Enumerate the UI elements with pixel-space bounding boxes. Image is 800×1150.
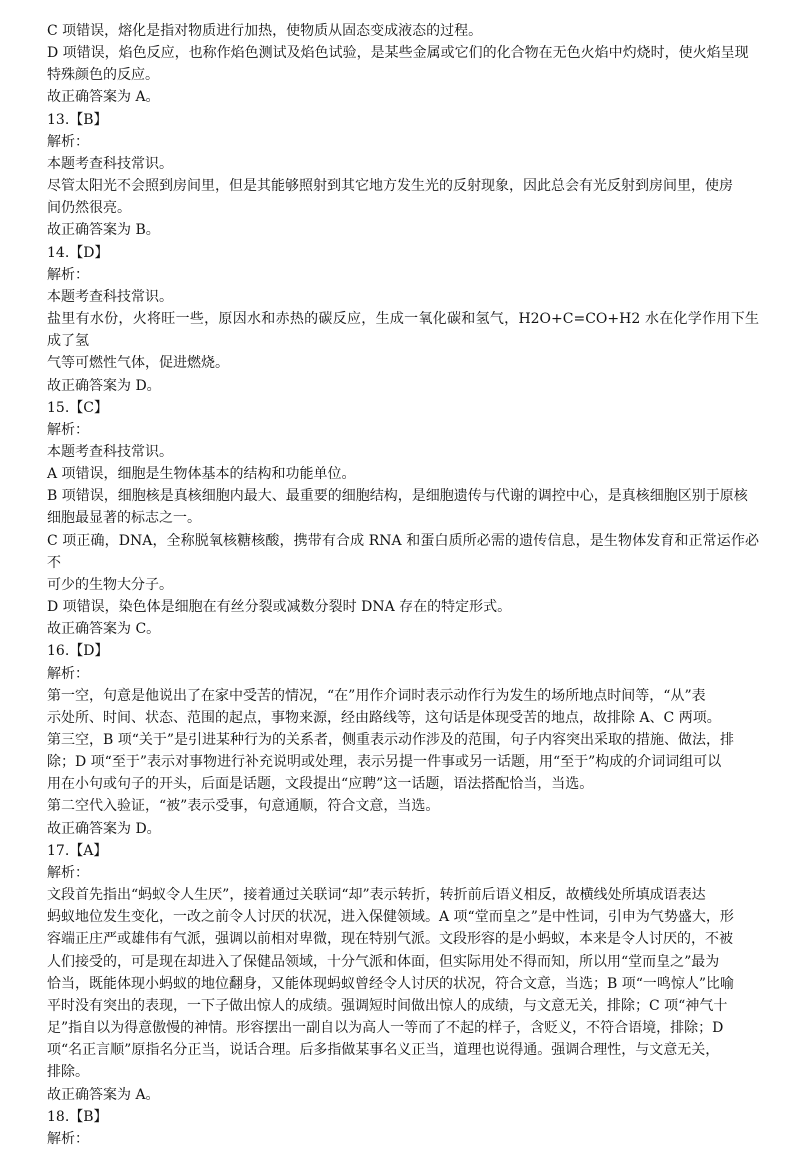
text-line: 文段首先指出“蚂蚁令人生厌”，接着通过关联词“却”表示转折，转折前后语义相反，故横线处所填成语表达 xyxy=(47,887,706,904)
text-line: 18.【B】 xyxy=(47,1108,108,1125)
text-line: 15.【C】 xyxy=(47,399,108,416)
text-line: 蚂蚁地位发生变化，一改之前令人讨厌的状况，进入保健领域。A 项“堂而皇之”是中性词，引申为气势盛大，形 xyxy=(47,909,734,926)
text-line: 气等可燃性气体，促进燃烧。 xyxy=(47,355,229,372)
text-line: 人们接受的，可是现在却进入了保健品领域，十分气派和体面，但实际用处不得而知，所以用“堂而皇之”最为 xyxy=(47,953,720,970)
text-line: 解析： xyxy=(47,266,89,283)
text-line: 17.【A】 xyxy=(47,842,108,859)
text-line: 第二空代入验证，“被”表示受事，句意通顺，符合文意，当选。 xyxy=(47,798,440,815)
text-line: 特殊颜色的反应。 xyxy=(47,67,159,84)
text-line: 故正确答案为 D。 xyxy=(47,377,161,394)
text-line: 故正确答案为 A。 xyxy=(47,1086,160,1103)
text-line: 容端正庄严或雄伟有气派，强调以前相对卑微，现在特别气派。文段形容的是小蚂蚁，本来是令人讨厌的，不被 xyxy=(47,931,733,948)
text-line: B 项错误，细胞核是真核细胞内最大、最重要的细胞结构，是细胞遗传与代谢的调控中心，是真核细胞区别于原核 xyxy=(47,488,748,505)
text-line: 用在小句或句子的开头，后面是话题，文段提出“应聘”这一话题，语法搭配恰当，当选。 xyxy=(47,776,594,793)
text-line: 细胞最显著的标志之一。 xyxy=(47,510,201,527)
text-line: 第三空，B 项“关于”是引进某种行为的关系者，侧重表示动作涉及的范围，句子内容突出采取的措施、做法，排 xyxy=(47,732,735,748)
text-line: 盐里有水份，火将旺一些，原因水和赤热的碳反应，生成一氧化碳和氢气，H2O+C=CO+H2 水在化学作用下生成了氢 xyxy=(47,311,759,350)
text-line: 足”指自以为得意傲慢的神情。形容摆出一副自以为高人一等而了不起的样子，含贬义，不符合语境，排除；D xyxy=(47,1020,724,1037)
text-line: C 项正确，DNA，全称脱氧核糖核酸，携带有合成 RNA 和蛋白质所必需的遗传信息，是生物体发育和正常运作必不 xyxy=(47,532,759,571)
text-line: A 项错误，细胞是生物体基本的结构和功能单位。 xyxy=(47,466,356,483)
text-line: 故正确答案为 B。 xyxy=(47,222,160,239)
text-line: 间仍然很亮。 xyxy=(47,200,131,217)
text-line: 恰当，既能体现小蚂蚁的地位翻身，又能体现蚂蚁曾经令人讨厌的状况，符合文意，当选；B 项“一鸣惊人”比喻 xyxy=(47,975,735,992)
text-line: D 项错误，染色体是细胞在有丝分裂或减数分裂时 DNA 存在的特定形式。 xyxy=(47,599,512,616)
text-line: C 项错误，熔化是指对物质进行加热，使物质从固态变成液态的过程。 xyxy=(47,23,483,39)
text-line: 14.【D】 xyxy=(47,244,109,261)
text-line: 第一空，句意是他说出了在家中受苦的情况，“在”用作介词时表示动作行为发生的场所地点时间等，“从”表 xyxy=(47,687,706,704)
text-line: 示处所、时间、状态、范围的起点，事物来源，经由路线等，这句话是体现受苦的地点，故排除 A、C 两项。 xyxy=(47,709,721,726)
text-line: 本题考查科技常识。 xyxy=(47,155,173,172)
text-line: 16.【D】 xyxy=(47,643,109,660)
text-line: 可少的生物大分子。 xyxy=(47,576,173,593)
text-line: 解析： xyxy=(47,665,89,682)
text-line: 解析： xyxy=(47,864,89,881)
text-line: 解析： xyxy=(47,421,89,438)
text-line: 解析： xyxy=(47,1130,89,1147)
text-line: 故正确答案为 C。 xyxy=(47,621,161,638)
text-line: D 项错误，焰色反应，也称作焰色测试及焰色试验，是某些金属或它们的化合物在无色火焰中灼烧时，使火焰呈现 xyxy=(47,45,749,62)
text-line: 本题考查科技常识。 xyxy=(47,443,173,460)
text-line: 本题考查科技常识。 xyxy=(47,288,173,305)
text-line: 尽管太阳光不会照到房间里，但是其能够照射到其它地方发生光的反射现象，因此总会有光反射到房间里，使房 xyxy=(47,178,733,195)
text-line: 故正确答案为 D。 xyxy=(47,820,161,837)
text-line: 平时没有突出的表现，一下子做出惊人的成绩。强调短时间做出惊人的成绩，与文意无关，排除；C 项“神气十 xyxy=(47,997,728,1014)
text-line: 除；D 项“至于”表示对事物进行补充说明或处理，表示另提一件事或另一话题，用“至于”构成的介词词组可以 xyxy=(47,754,722,771)
document-page xyxy=(47,20,759,1150)
text-line: 故正确答案为 A。 xyxy=(47,89,160,106)
text-line: 排除。 xyxy=(47,1064,89,1081)
text-line: 13.【B】 xyxy=(47,111,108,128)
text-line: 解析： xyxy=(47,133,89,150)
text-line: 项“名正言顺”原指名分正当，说话合理。后多指做某事名义正当，道理也说得通。强调合理性，与文意无关， xyxy=(47,1042,720,1059)
